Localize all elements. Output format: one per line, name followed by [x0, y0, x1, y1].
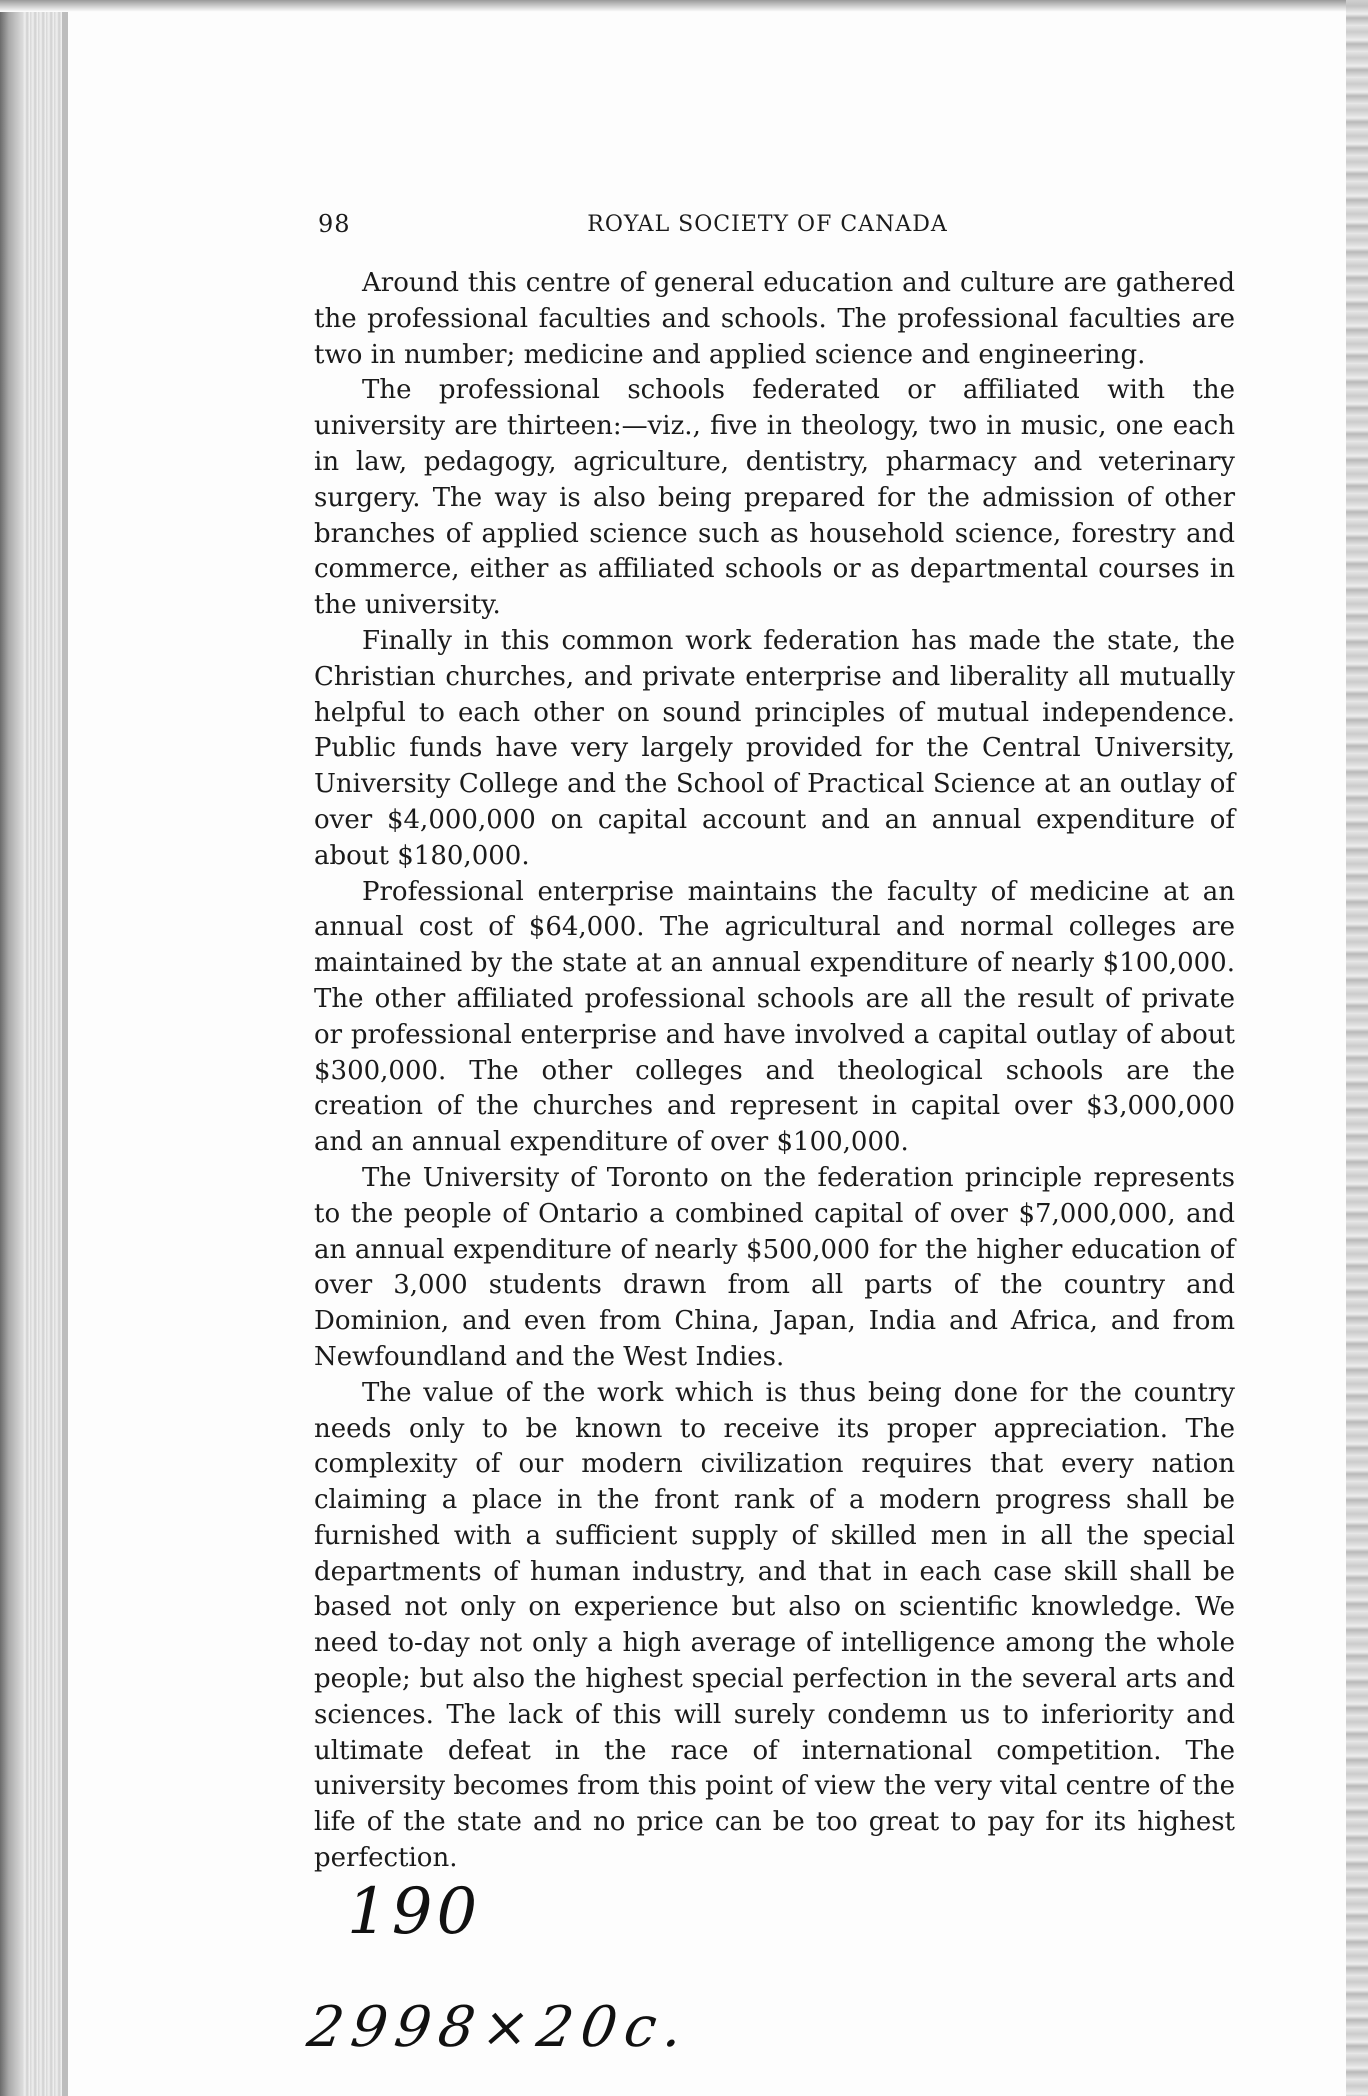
- stacked-page-edges: [22, 0, 62, 2096]
- right-scan-edge: [1346, 0, 1368, 2096]
- page-number: 98: [318, 210, 351, 238]
- handwritten-note-catalog: 2998×20c.: [303, 1995, 695, 2060]
- running-title: ROYAL SOCIETY OF CANADA: [587, 212, 948, 237]
- paragraph-value-of-work: The value of the work which is thus being done for the country needs only to be known to receive its proper appreciation. The complexity of our modern civilization requires that every nation claiming a place in the front rank of a modern progress shall be furnished with a sufficient supply of skilled men in all the special departments of human industry, and that in each case skill shall be based not only on experience but also on scientific knowledge. We need to-day not only a high average of intelligence among the whole people; but also the highest special perfection in the several arts and sciences. The lack of this will surely condemn us to inferiority and ultimate defeat in the race of international competition. The university becomes from this point of view the very vital centre of the life of the state and no price can be too great to pay for its highest perfection.: [314, 1377, 1235, 1874]
- paragraph-professional-enterprise: Professional enterprise maintains the faculty of medicine at an annual cost of $64,000. The agricultural and normal colleges are maintained by the state at an annual expenditure of nearly $100,000. The other affiliated professional schools are all the result of private or professional enterprise and have involved a capital outlay of about $300,000. The other colleges and theological schools are the creation of the churches and represent in capital over $3,000,000 and an annual expenditure of over $100,000.: [314, 876, 1235, 1158]
- paragraph-university-of-toronto: The University of Toronto on the federation principle represents to the people of Ontario a combined capital of over $7,000,000, and an annual expenditure of nearly $500,000 for the higher education of over 3,000 students drawn from all parts of the country and Dominion, and even from China, Japan, India and Africa, and from Newfoundland and the West Indies.: [314, 1162, 1235, 1372]
- paragraph-federation: Finally in this common work federation has made the state, the Christian churches, and private enterprise and liberality all mutually helpful to each other on sound principles of mutual independence. Public funds have very largely provided for the Central University, University College and the School of Practical Science at an outlay of over $4,000,000 on capital account and an annual expenditure of about $180,000.: [314, 625, 1235, 871]
- page-gutter: [62, 0, 68, 2096]
- running-head: [300, 210, 1235, 250]
- book-page: [300, 210, 1235, 1877]
- handwritten-note-number: 190: [347, 1875, 482, 1949]
- paragraph-professional-faculties: Around this centre of general education and culture are gathered the professional faculties and schools. The professional faculties are two in number; medicine and applied science and engineering.: [314, 268, 1235, 370]
- top-scan-edge: [0, 0, 1368, 12]
- book-binding-edge: [0, 0, 22, 2096]
- paragraph-professional-schools: The professional schools federated or affiliated with the university are thirteen:—viz., five in theology, two in music, one each in law, pedagogy, agriculture, dentistry, pharmacy and veterinary surgery. The way is also being prepared for the admission of other branches of applied science such as household science, forestry and commerce, either as affiliated schools or as departmental courses in the university.: [314, 375, 1235, 621]
